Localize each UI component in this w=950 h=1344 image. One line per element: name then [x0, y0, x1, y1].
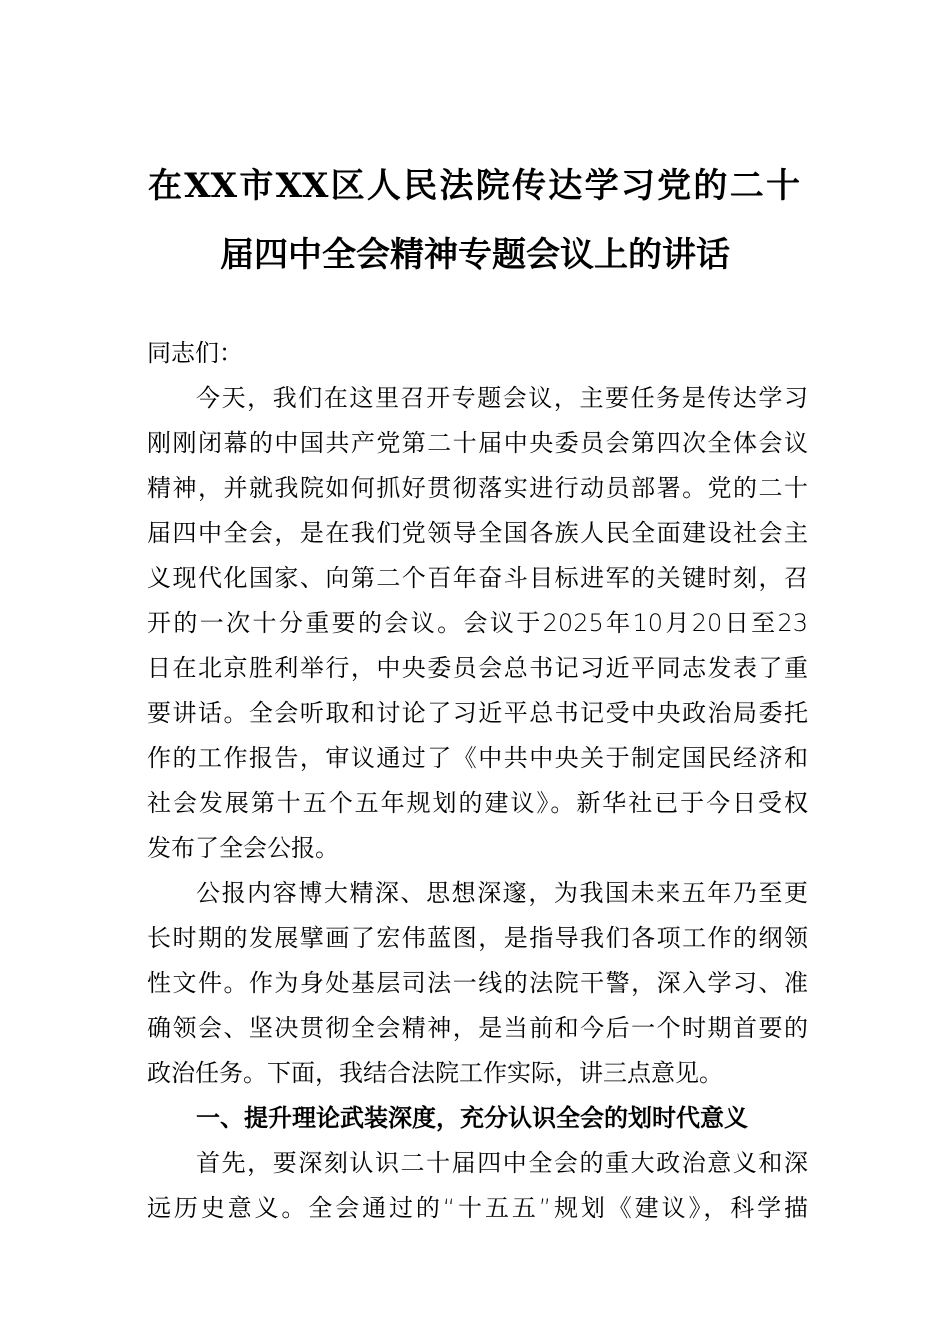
document-title-line-1: 在XX市XX区人民法院传达学习党的二十: [148, 166, 800, 206]
paragraph-2-line: 公报内容博大精深、思想深邃，为我国未来五年乃至更: [196, 879, 808, 907]
paragraph-1-line: 今天，我们在这里召开专题会议，主要任务是传达学习: [196, 384, 808, 412]
paragraph-1-line: 日在北京胜利举行，中央委员会总书记习近平同志发表了重: [147, 654, 808, 682]
paragraph-2-line: 长时期的发展擘画了宏伟蓝图，是指导我们各项工作的纲领: [147, 924, 808, 952]
section-heading-1: 一、提升理论武装深度，充分认识全会的划时代意义: [196, 1104, 748, 1132]
paragraph-1-line: 刚刚闭幕的中国共产党第二十届中央委员会第四次全体会议: [147, 429, 808, 457]
paragraph-1-line: 开的一次十分重要的会议。会议于2025年10月20日至23: [147, 609, 808, 637]
paragraph-1-line: 精神，并就我院如何抓好贯彻落实进行动员部署。党的二十: [147, 474, 808, 502]
paragraph-3-line: 首先，要深刻认识二十届四中全会的重大政治意义和深: [196, 1149, 808, 1177]
paragraph-2-line: 性文件。作为身处基层司法一线的法院干警，深入学习、准: [147, 969, 808, 997]
paragraph-1-line: 届四中全会，是在我们党领导全国各族人民全面建设社会主: [147, 519, 808, 547]
paragraph-1-line: 社会发展第十五个五年规划的建议》。新华社已于今日受权: [147, 789, 808, 817]
document-title-line-2: 届四中全会精神专题会议上的讲话: [220, 235, 730, 275]
paragraph-1-line: 义现代化国家、向第二个百年奋斗目标进军的关键时刻，召: [147, 564, 808, 592]
paragraph-1-line: 发布了全会公报。: [147, 834, 339, 862]
paragraph-1-line: 要讲话。全会听取和讨论了习近平总书记受中央政治局委托: [147, 699, 808, 727]
paragraph-2-line: 政治任务。下面，我结合法院工作实际，讲三点意见。: [147, 1059, 723, 1087]
salutation: 同志们：: [147, 339, 243, 367]
paragraph-1-line: 作的工作报告，审议通过了《中共中央关于制定国民经济和: [147, 744, 808, 772]
paragraph-2-line: 确领会、坚决贯彻全会精神，是当前和今后一个时期首要的: [147, 1014, 808, 1042]
paragraph-3-line: 远历史意义。全会通过的“十五五”规划《建议》，科学描: [147, 1194, 808, 1222]
